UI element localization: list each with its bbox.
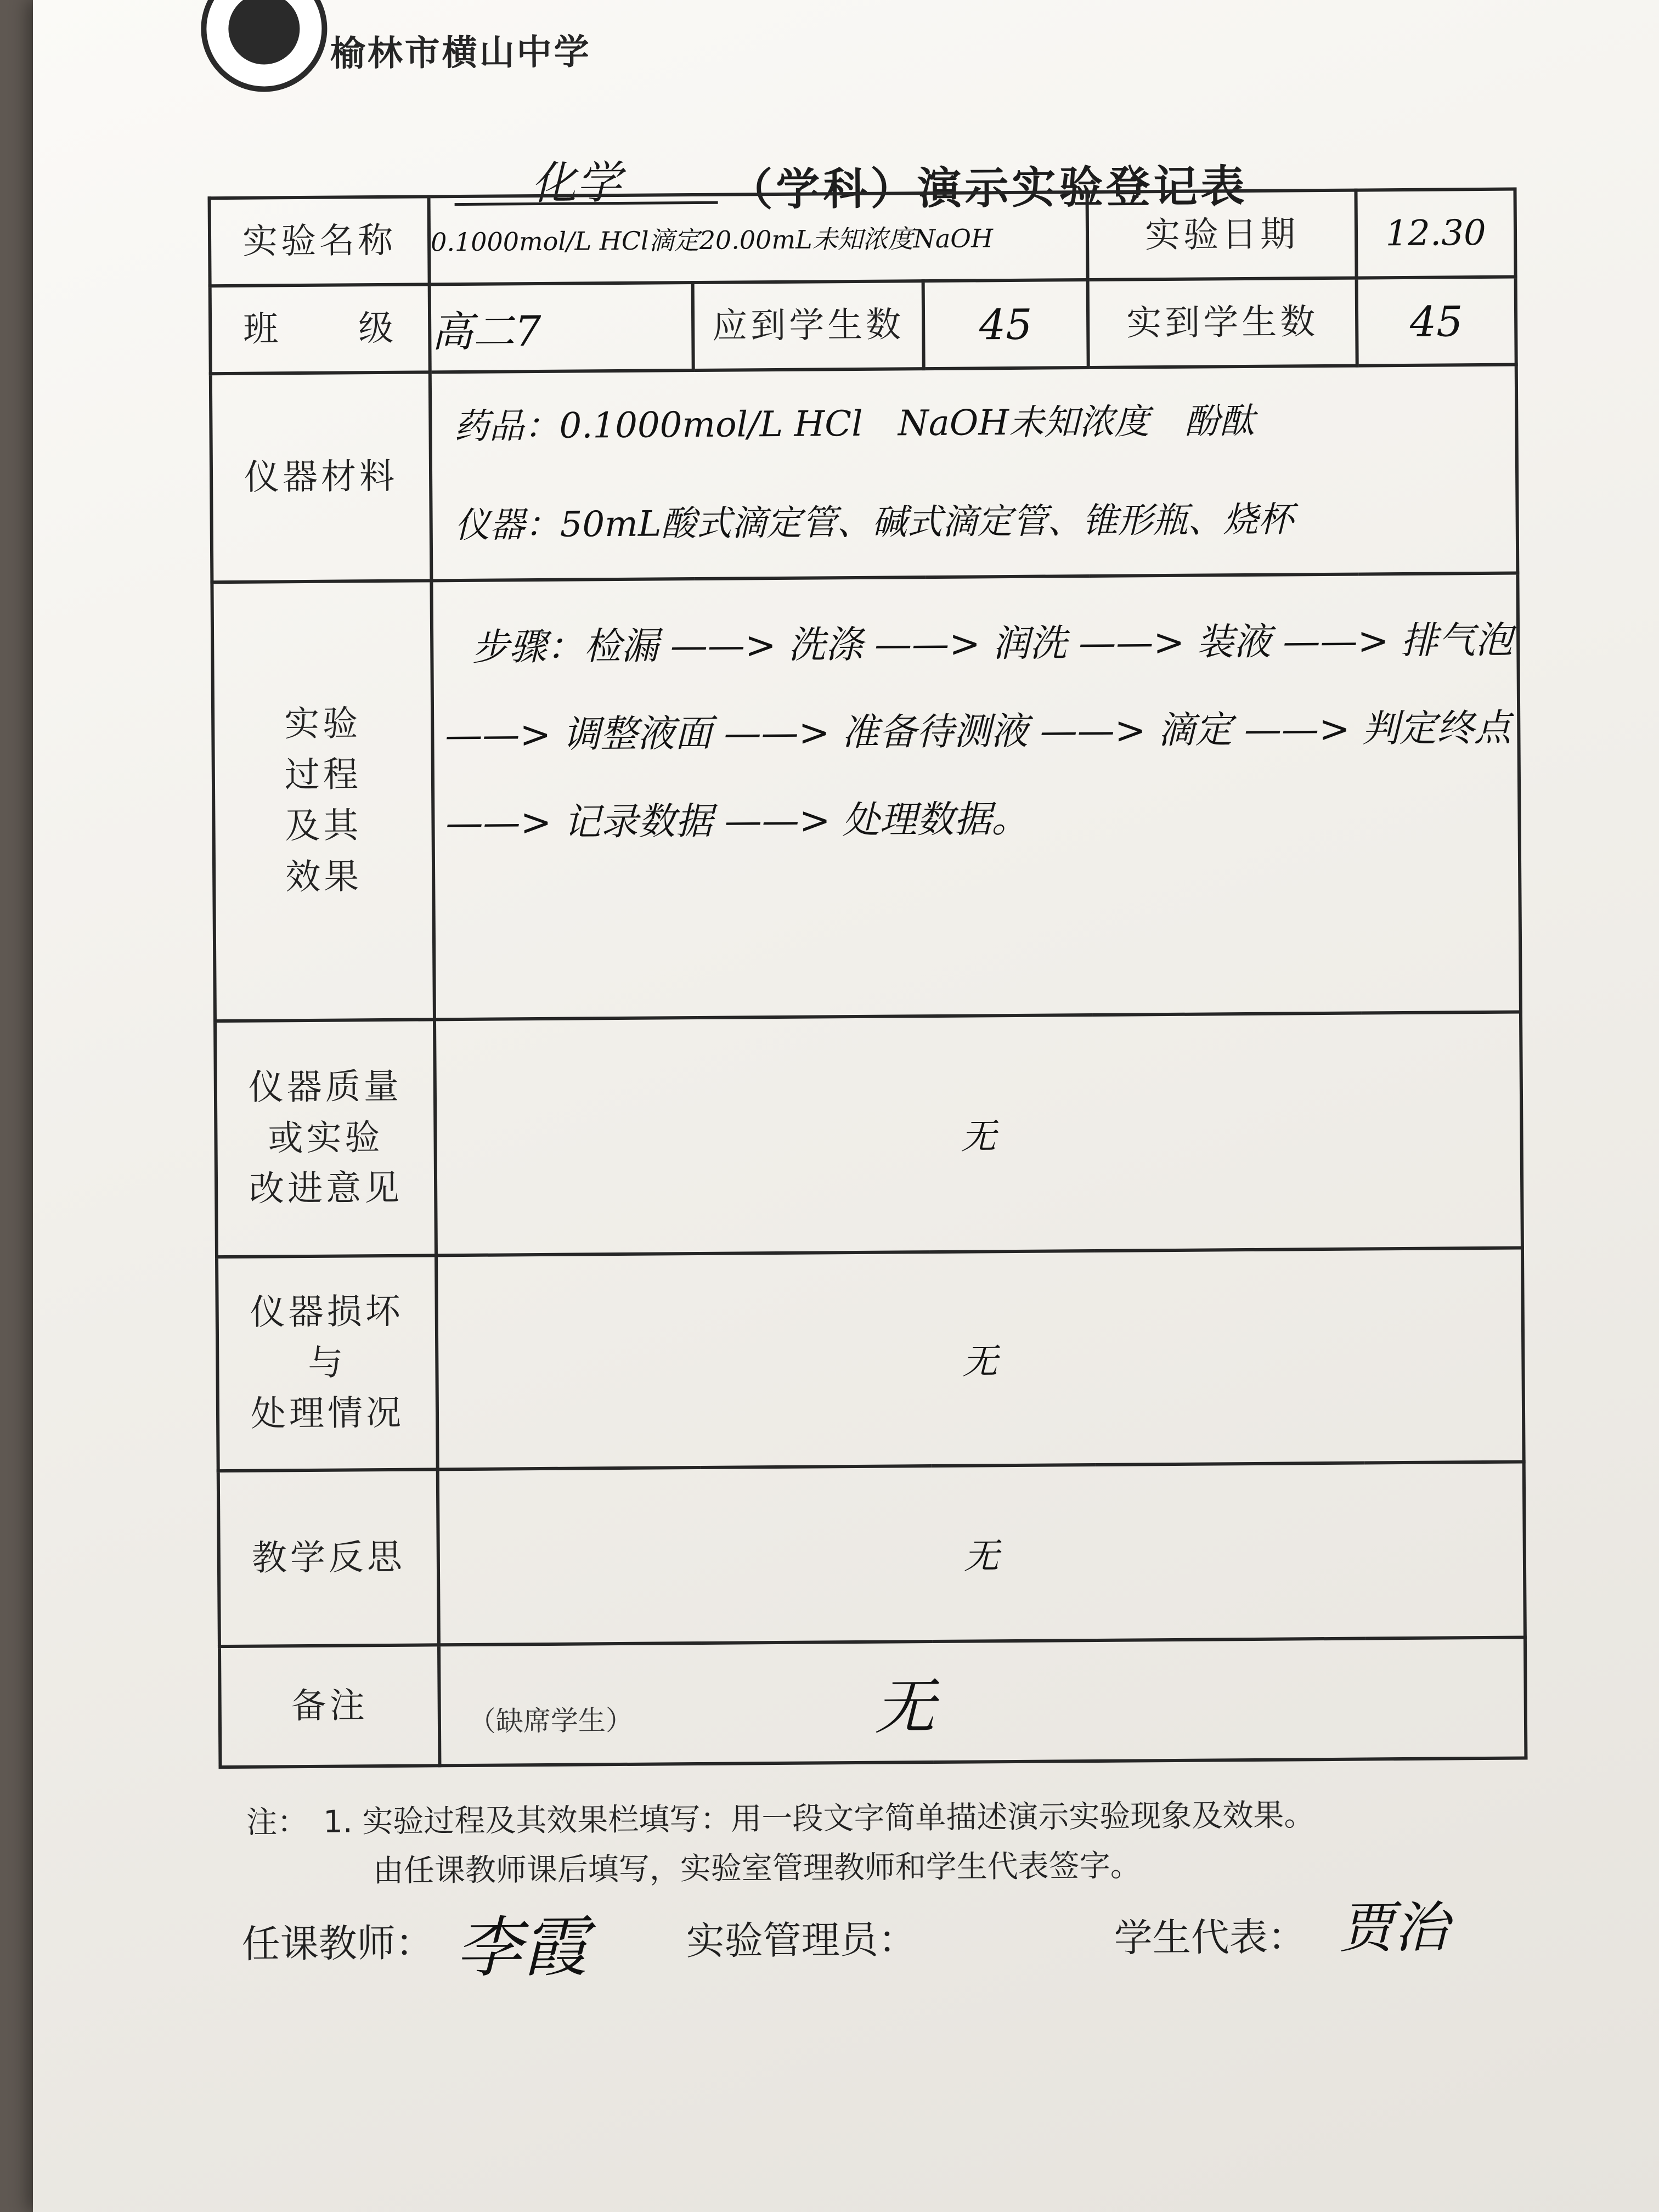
row-materials [211,365,1518,583]
damage-label-line: 仪器损坏 [250,1291,404,1333]
quality-label [215,1019,436,1257]
class-label: 班 级 [210,284,430,374]
page-content [33,0,1659,2212]
notes-label: 备注 [219,1645,440,1767]
actual-students-label: 实到学生数 [1088,278,1357,368]
admin-label: 实验管理员： [686,1917,917,1964]
materials-reagents: 药品：0.1000mol/L HCl NaOH未知浓度 酚酞 [454,400,1255,448]
form-footnote [246,1791,1315,1897]
experiment-date-label: 实验日期 [1087,190,1357,280]
quality-label-line: 改进意见 [249,1168,403,1210]
process-label-line: 及其 [285,805,362,847]
row-notes [219,1638,1526,1768]
subject-handwritten: 化学 [531,156,622,210]
registration-form-table [208,188,1528,1769]
row-reflection [218,1462,1525,1647]
damage-label-line: 处理情况 [250,1393,405,1435]
process-step-line: ——> 记录数据 ——> 处理数据。 [445,797,1029,845]
expected-students-label: 应到学生数 [693,281,924,370]
row-process [212,573,1521,1022]
experiment-date-value: 12.30 [1356,189,1515,278]
materials-cell [430,365,1518,581]
materials-instruments: 仪器：50mL酸式滴定管、碱式滴定管、锥形瓶、烧杯 [454,499,1294,546]
row-class-info [210,277,1516,374]
damage-label-line: 与 [308,1342,347,1384]
process-step-line: 步骤：检漏 ——> 洗涤 ——> 润洗 ——> 装液 ——> 排气泡 [471,618,1513,669]
materials-label: 仪器材料 [211,372,432,582]
student-rep-label: 学生代表： [1114,1914,1306,1961]
process-label-line: 效果 [285,856,363,898]
absent-students-label: （缺席学生） [468,1704,634,1737]
expected-students-value: 45 [923,280,1088,369]
paper-sheet [33,0,1659,2212]
school-logo-icon [201,0,328,92]
teacher-label: 任课教师： [241,1920,435,1967]
teacher-signature: 李霞 [455,1909,588,1987]
process-label [212,580,435,1021]
experiment-name-label: 实验名称 [210,196,430,286]
quality-value: 无 [435,1012,1522,1256]
process-step-line: ——> 调整液面 ——> 准备待测液 ——> 滴定 ——> 判定终点 [445,706,1511,758]
quality-label-line: 或实验 [268,1117,383,1159]
quality-label-line: 仪器质量 [248,1066,403,1108]
damage-label [217,1255,438,1471]
row-experiment-name [210,189,1516,286]
notes-value: 无 [874,1672,935,1742]
process-label-line: 过程 [284,754,362,796]
footnote-line: 由任课教师课后填写，实验室管理教师和学生代表签字。 [373,1848,1142,1889]
experiment-name-value: 0.1000mol/L HCl滴定20.00mL未知浓度NaOH [429,192,1088,284]
row-quality [215,1012,1522,1257]
damage-value: 无 [436,1248,1524,1470]
reflection-label: 教学反思 [218,1469,439,1646]
school-name: 榆林市横山中学 [330,32,591,75]
process-cell [431,573,1521,1020]
footnote-line: 注： 1. 实验过程及其效果栏填写：用一段文字简单描述演示实验现象及效果。 [246,1797,1315,1841]
actual-students-value: 45 [1357,277,1516,366]
notes-cell [439,1638,1526,1766]
student-rep-signature: 贾治 [1339,1895,1449,1960]
class-value: 高二7 [430,283,693,372]
process-label-line: 实验 [284,703,362,745]
reflection-value: 无 [438,1462,1525,1645]
row-damage [217,1248,1524,1471]
form-title: （学科）演示实验登记表 [729,160,1248,216]
signature-row [241,1883,1504,2001]
